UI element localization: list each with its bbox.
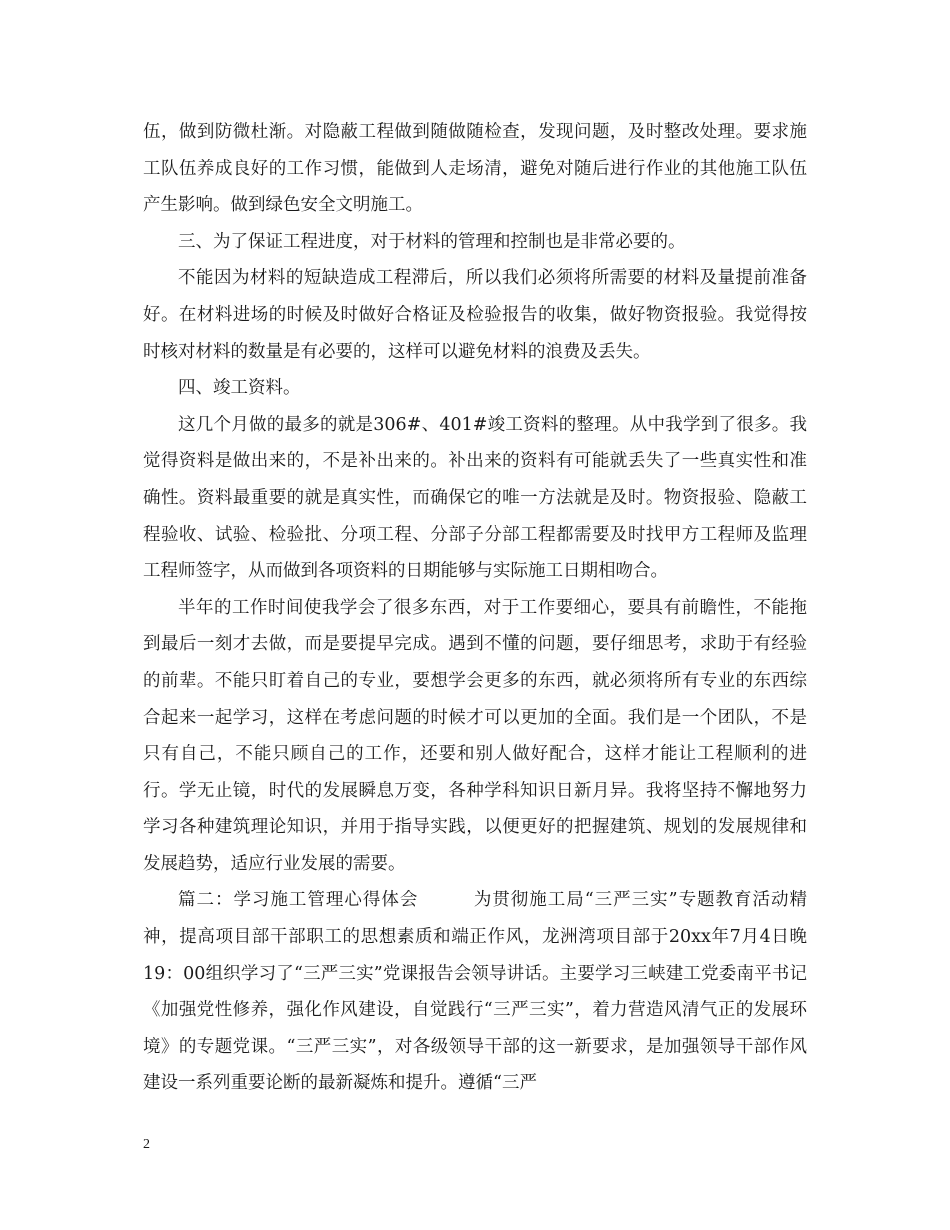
paragraph-5: 这几个月做的最多的就是306#、401#竣工资料的整理。从中我学到了很多。我觉得资料是做出来的，不是补出来的。补出来的资料有可能就丢失了一些真实性和准确性。资料最重要的就是真实性，而确保它的唯一方法就是及时。物资报验、隐蔽工程验收、试验、检验批、分项工程、分部子分部工程都需要及时找甲方工程师及监理工程师签字，从而做到各项资料的日期能够与实际施工日期相吻合。	[143, 414, 807, 582]
paragraph-1: 伍，做到防微杜渐。对隐蔽工程做到随做随检查，发现问题，及时整改处理。要求施工队伍养成良好的工作习惯，能做到人走场清，避免对随后进行作业的其他施工队伍产生影响。做到绿色安全文明施工。	[143, 122, 807, 216]
paragraph-7: 篇二：学习施工管理心得体会 为贯彻施工局“三严三实”专题教育活动精神，提高项目部干部职工的思想素质和端正作风，龙洲湾项目部于20xx年7月4日晚19：00组织学习了“三严三实”党课报告会领导讲话。主要学习三峡建工党委南平书记《加强党性修养，强化作风建设，自觉践行“三严三实”，着力营造风清气正的发展环境》的专题党课。“三严三实”，对各级领导干部的这一新要求，是加强领导干部作风建设一系列重要论断的最新凝炼和提升。遵循“三严	[143, 890, 807, 1094]
paragraph-6: 半年的工作时间使我学会了很多东西，对于工作要细心，要具有前瞻性，不能拖到最后一刻才去做，而是要提早完成。遇到不懂的问题，要仔细思考，求助于有经验的前辈。不能只盯着自己的专业，要想学会更多的东西，就必须将所有专业的东西综合起来一起学习，这样在考虑问题的时候才可以更加的全面。我们是一个团队，不是只有自己，不能只顾自己的工作，还要和别人做好配合，这样才能让工程顺利的进行。学无止镜，时代的发展瞬息万变，各种学科知识日新月异。我将坚持不懈地努力学习各种建筑理论知识，并用于指导实践，以便更好的把握建筑、规划的发展规律和发展趋势，适应行业发展的需要。	[143, 597, 807, 874]
paragraph-3: 不能因为材料的短缺造成工程滞后，所以我们必须将所需要的材料及量提前准备好。在材料进场的时候及时做好合格证及检验报告的收集，做好物资报验。我觉得按时核对材料的数量是有必要的，这样可以避免材料的浪费及丢失。	[143, 268, 807, 362]
page-number: 2	[143, 1137, 150, 1152]
paragraph-2-heading-materials: 三、为了保证工程进度，对于材料的管理和控制也是非常必要的。	[178, 231, 686, 252]
paragraph-4-heading-completion-docs: 四、竣工资料。	[178, 378, 301, 399]
document-body	[143, 114, 807, 1102]
